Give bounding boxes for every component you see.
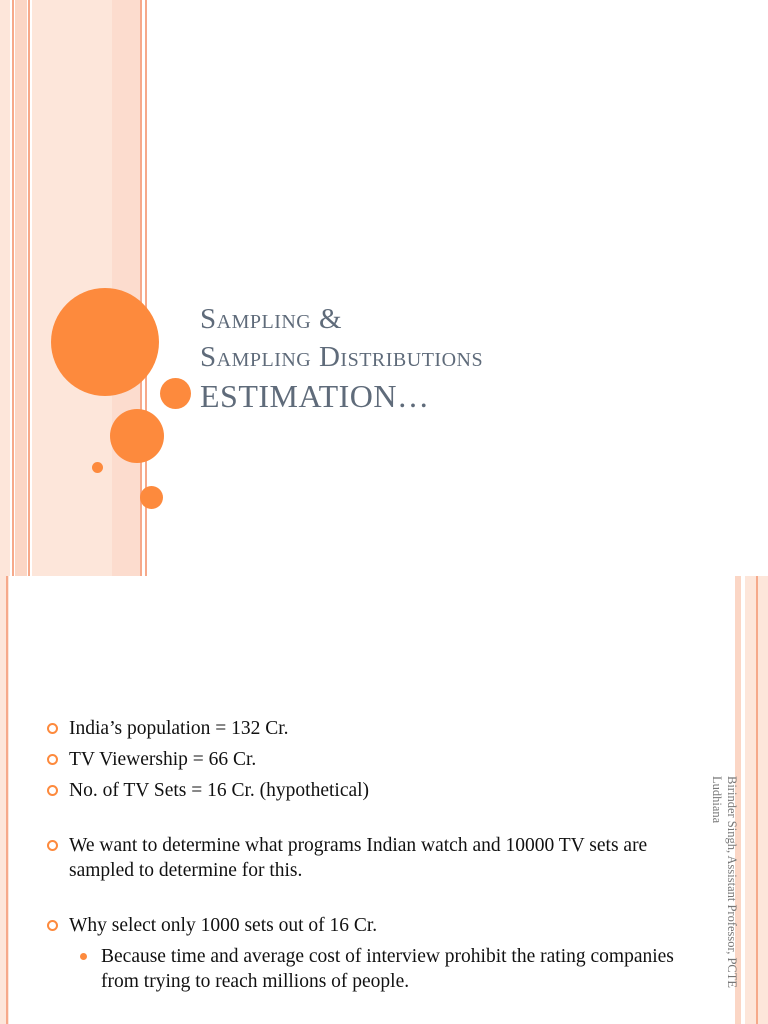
title-line-3: ESTIMATION… xyxy=(200,378,430,414)
bullet-text: Because time and average cost of interview prohibit the rating companies from trying to reach millions of people. xyxy=(101,946,674,992)
sub-bullet-item xyxy=(46,944,696,994)
bullet-item xyxy=(46,913,696,938)
bullet-ring-icon xyxy=(47,723,58,734)
bullet-text: We want to determine what programs Indian watch and 10000 TV sets are sampled to determine for this. xyxy=(69,835,648,881)
bullet-text: India’s population = 132 Cr. xyxy=(69,718,289,739)
decor-circle-large xyxy=(51,288,159,396)
bullet-item xyxy=(46,833,696,883)
title-line-2: Sampling Distributions xyxy=(200,341,484,373)
author-credit-line2: Ludhiana xyxy=(710,776,724,824)
decor-circle xyxy=(160,378,191,409)
decor-circle-small xyxy=(92,462,103,473)
bullet-text: No. of TV Sets = 16 Cr. (hypothetical) xyxy=(69,780,370,801)
bullet-item xyxy=(46,716,696,741)
decor-line xyxy=(6,576,8,1024)
bullet-text: TV Viewership = 66 Cr. xyxy=(69,749,257,770)
decor-line xyxy=(12,0,14,576)
bullet-item xyxy=(46,778,696,803)
bullet-dot-icon xyxy=(80,953,87,960)
bullet-text: Why select only 1000 sets out of 16 Cr. xyxy=(69,915,378,936)
author-credit xyxy=(703,776,739,1024)
decor-stripe xyxy=(0,0,10,576)
slide-title xyxy=(200,300,483,416)
content-slide xyxy=(0,576,768,1024)
decor-circle xyxy=(110,409,164,463)
bullet-list xyxy=(46,716,696,994)
decor-line xyxy=(756,576,758,1024)
decor-line xyxy=(28,0,30,576)
decor-circle xyxy=(140,486,163,509)
bullet-ring-icon xyxy=(47,840,58,851)
bullet-ring-icon xyxy=(47,785,58,796)
bullet-ring-icon xyxy=(47,754,58,765)
bullet-ring-icon xyxy=(47,920,58,931)
decor-stripe xyxy=(15,0,27,576)
bullet-item xyxy=(46,747,696,772)
decor-stripe xyxy=(112,0,140,576)
title-line-1: Sampling & xyxy=(200,303,343,335)
author-credit-line1: Birinder Singh, Assistant Professor, PCTE xyxy=(725,776,739,989)
